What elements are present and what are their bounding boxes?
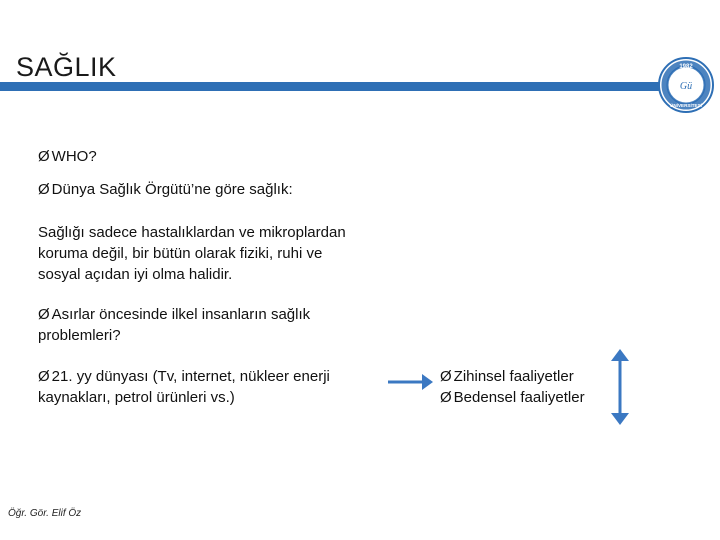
definition-line: sosyal açıdan iyi olma halidir.: [38, 266, 233, 283]
definition-line: Sağlığı sadece hastalıklardan ve mikroplardan: [38, 224, 346, 241]
bullet-arrow-icon: Ø: [38, 181, 50, 198]
logo-year-text: 1982: [679, 64, 693, 70]
activities-list: [440, 366, 585, 408]
university-logo-icon: [657, 56, 715, 114]
activity-physical: Bedensel faaliyetler: [453, 389, 585, 406]
logo-university-text: ÜNİVERSİTESİ: [670, 103, 702, 108]
world-line: 21. yy dünyası (Tv, internet, nükleer enerji: [51, 368, 330, 385]
bullet-who-definition: [38, 179, 293, 200]
bullet-arrow-icon: Ø: [38, 148, 50, 165]
activity-mental: Zihinsel faaliyetler: [453, 368, 574, 385]
author-footer: Öğr. Gör. Elif Öz: [8, 508, 82, 519]
bullet-arrow-icon: Ø: [38, 368, 50, 385]
bullet-who: [38, 146, 97, 167]
bullet-who-text: WHO?: [51, 148, 97, 165]
up-down-arrow-icon: [610, 348, 630, 426]
health-definition-paragraph: [38, 222, 346, 285]
logo-monogram-text: Gü: [679, 81, 693, 92]
ancient-line: problemleri?: [38, 327, 121, 344]
right-arrow-icon: [386, 370, 434, 394]
slide-title: SAĞLIK: [16, 52, 117, 82]
ancient-line: Asırlar öncesinde ilkel insanların sağlık: [51, 306, 311, 323]
world-line: kaynakları, petrol ürünleri vs.): [38, 389, 235, 406]
title-underline-bar: [0, 82, 660, 91]
bullet-arrow-icon: Ø: [38, 306, 50, 323]
bullet-21st-century: [38, 366, 330, 408]
bullet-arrow-icon: Ø: [440, 389, 452, 406]
bullet-ancient-health: [38, 304, 310, 346]
definition-line: koruma değil, bir bütün olarak fiziki, ruhi ve: [38, 245, 323, 262]
bullet-who-definition-text: Dünya Sağlık Örgütü’ne göre sağlık:: [51, 181, 293, 198]
bullet-arrow-icon: Ø: [440, 368, 452, 385]
